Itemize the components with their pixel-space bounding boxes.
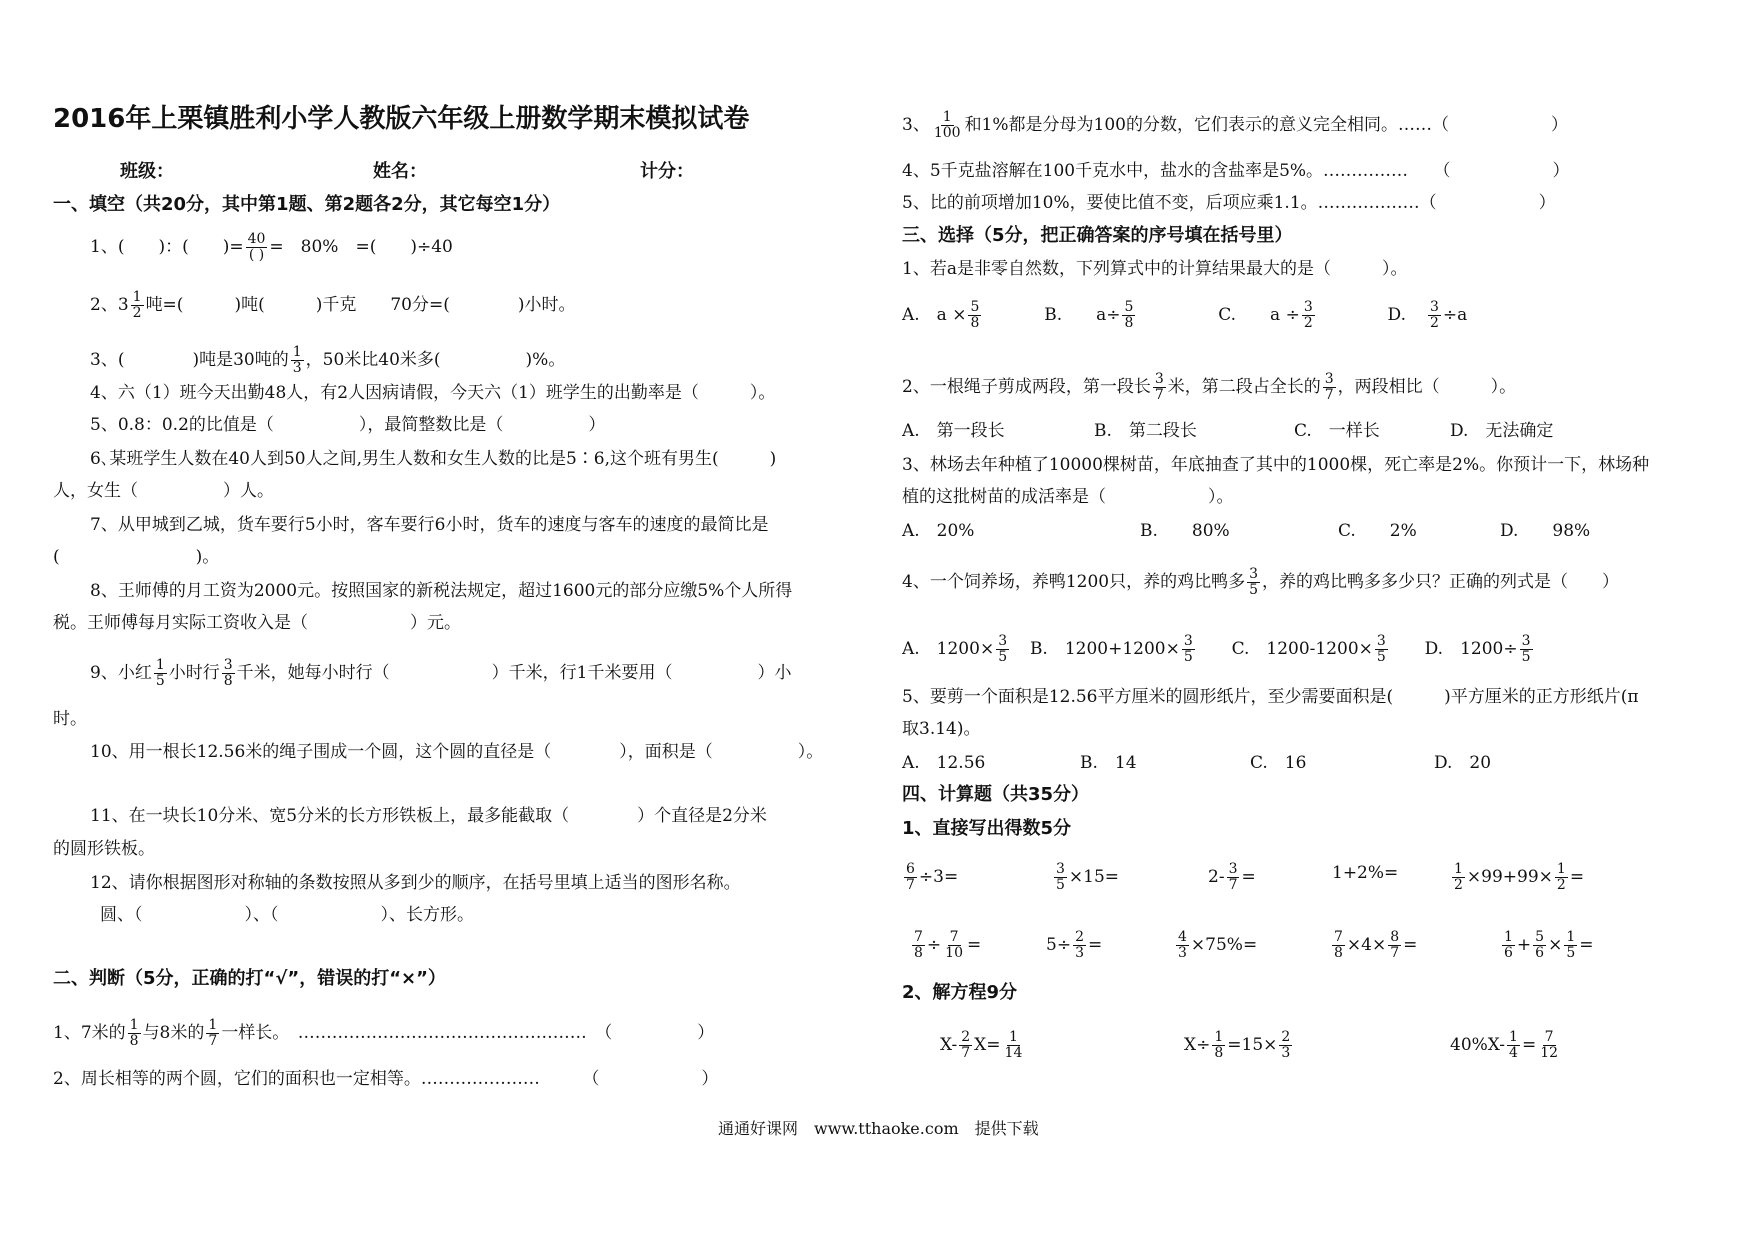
class-label: 班级： <box>120 161 174 182</box>
fraction: $\frac{3}{2}$ <box>1429 299 1439 331</box>
s3-q5-opt-a: A. 12.56 <box>902 753 986 773</box>
s1-q7b: ( )。 <box>53 547 220 567</box>
s3-q5a: 5、要剪一个面积是12.56平方厘米的圆形纸片，至少需要面积是( )平方厘米的正方形纸片(π <box>902 687 1639 707</box>
s3-q2-opt-d: D. 无法确定 <box>1450 421 1554 441</box>
s2-q1: 1、7米的 $\frac{1}{8}$ 与8米的 $\frac{1}{7}$ 一样长。 …………………………………………… （ ） <box>53 1017 715 1049</box>
s4-r2-e3: $\frac{4}{3}$ ×75%= <box>1178 929 1258 961</box>
fraction: $\frac{3}{5}$ <box>1183 633 1193 665</box>
s1-q6b: 人，女生（ ）人。 <box>53 481 274 501</box>
s1-q8a: 8、王师傅的月工资为2000元。按照国家的新税法规定，超过1600元的部分应缴5%个人所得 <box>90 581 793 601</box>
fraction: $\frac{3}{5}$ <box>998 633 1008 665</box>
fraction: $\frac{1}{100}$ <box>933 109 961 141</box>
s4-eq1: X- $\frac{2}{7}$ X= $\frac{1}{14}$ <box>940 1029 1023 1061</box>
s3-q3-opt-c: C. 2% <box>1338 521 1417 541</box>
s3-q2-opt-a: A. 第一段长 <box>902 421 1005 441</box>
s4-r1-e3: 2- $\frac{3}{7}$ = <box>1208 861 1256 893</box>
s1-q5: 5、0.8：0.2的比值是（ ），最简整数比是（ ） <box>90 415 606 435</box>
s3-q2: 2、一根绳子剪成两段，第一段长 $\frac{3}{7}$ 米，第二段占全长的 $\frac{3}{7}$ ，两段相比（ ）。 <box>902 371 1517 403</box>
fraction: $\frac{3}{2}$ <box>1303 299 1313 331</box>
s1-q7a: 7、从甲城到乙城，货车要行5小时，客车要行6小时，货车的速度与客车的速度的最简比是 <box>90 515 769 535</box>
section-1-header: 一、填空（共20分，其中第1题、第2题各2分，其它每空1分） <box>53 194 561 215</box>
s3-q4-options: A. 1200× $\frac{3}{5}$ B. 1200+1200× $\frac{3}{5}$ C. 1200-1200× $\frac{3}{5}$ D. 1200÷ $\frac{3}{5}$ <box>902 633 1531 665</box>
s4-r2-e1: $\frac{7}{8}$ ÷ $\frac{7}{10}$ = <box>914 929 982 961</box>
section-2-header: 二、判断（5分，正确的打“√”，错误的打“×”） <box>53 968 446 989</box>
fraction: $\frac{1}{3}$ <box>292 344 302 376</box>
s1-q3: 3、( )吨是30吨的 $\frac{1}{3}$ ，50米比40米多( )%。 <box>90 344 566 376</box>
s1-q12b: 圆、（ ）、（ ）、长方形。 <box>100 905 474 925</box>
s3-q5-opt-c: C. 16 <box>1250 753 1307 773</box>
s1-q2: 2、3 $\frac{1}{2}$ 吨=( )吨( )千克 70分=( )小时。 <box>90 289 576 321</box>
s4-r1-e5: $\frac{1}{2}$ ×99+99× $\frac{1}{2}$ = <box>1454 861 1585 893</box>
s1-q9: 9、小红 $\frac{1}{5}$ 小时行 $\frac{3}{8}$ 千米，她每小时行（ ）千米，行1千米要用（ ）小 <box>90 657 792 689</box>
s4-sub1: 1、直接写出得数5分 <box>902 818 1072 839</box>
s3-q3-opt-a: A. 20% <box>902 521 975 541</box>
s3-q2-opt-c: C. 一样长 <box>1294 421 1380 441</box>
s3-q5-opt-d: D. 20 <box>1434 753 1492 773</box>
fraction: $\frac{3}{5}$ <box>1376 633 1386 665</box>
s3-q3-opt-d: D. 98% <box>1500 521 1591 541</box>
fraction: $\frac{3}{5}$ <box>1521 633 1531 665</box>
s3-q2-opt-b: B. 第二段长 <box>1094 421 1197 441</box>
s4-r2-e5: $\frac{1}{6}$ + $\frac{5}{6}$ × $\frac{1}{5}$ = <box>1504 929 1594 961</box>
s1-q10: 10、用一根长12.56米的绳子围成一个圆，这个圆的直径是（ ），面积是（ ）。 <box>90 742 824 762</box>
s3-q4: 4、一个饲养场，养鸭1200只，养的鸡比鸭多 $\frac{3}{5}$ ，养的鸡比鸭多多少只？正确的列式是（ ） <box>902 566 1620 598</box>
s4-sub2: 2、解方程9分 <box>902 982 1018 1003</box>
page-title: 2016年上栗镇胜利小学人教版六年级上册数学期末模拟试卷 <box>53 104 750 134</box>
s4-eq3: 40%X- $\frac{1}{4}$ = $\frac{7}{12}$ <box>1450 1029 1559 1061</box>
section-3-header: 三、选择（5分，把正确答案的序号填在括号里） <box>902 225 1293 246</box>
s1-q11a: 11、在一块长10分米、宽5分米的长方形铁板上，最多能截取（ ）个直径是2分米 <box>90 806 767 826</box>
s1-q12a: 12、请你根据图形对称轴的条数按照从多到少的顺序，在括号里填上适当的图形名称。 <box>90 873 741 893</box>
score-label: 计分： <box>640 161 694 182</box>
s4-r2-e4: $\frac{7}{8}$ ×4× $\frac{8}{7}$ = <box>1334 929 1418 961</box>
fraction: $\frac{1}{7}$ <box>208 1017 218 1049</box>
s1-q11b: 的圆形铁板。 <box>53 839 155 859</box>
s1-q4: 4、六（1）班今天出勤48人，有2人因病请假，今天六（1）班学生的出勤率是（ ）。 <box>90 383 776 403</box>
s1-q1: 1、( )：( )= $\frac{40}{( )}$ = 80% =( )÷40 <box>90 231 453 263</box>
s4-r1-e4: 1+2%= <box>1332 863 1399 883</box>
s3-q3b: 植的这批树苗的成活率是（ ）。 <box>902 487 1234 507</box>
fraction: $\frac{3}{7}$ <box>1154 371 1164 403</box>
fraction: $\frac{3}{7}$ <box>1324 371 1334 403</box>
fraction: $\frac{1}{8}$ <box>129 1017 139 1049</box>
s3-q1: 1、若a是非零自然数，下列算式中的计算结果最大的是（ ）。 <box>902 259 1408 279</box>
s2-q5: 5、比的前项增加10%，要使比值不变，后项应乘1.1。………………（ ） <box>902 193 1556 213</box>
s3-q3-opt-b: B. 80% <box>1140 521 1230 541</box>
section-4-header: 四、计算题（共35分） <box>902 784 1090 805</box>
s4-eq2: X÷ $\frac{1}{8}$ =15× $\frac{2}{3}$ <box>1184 1029 1291 1061</box>
fraction: $\frac{3}{5}$ <box>1249 566 1259 598</box>
fraction: $\frac{1}{2}$ <box>132 289 142 321</box>
s4-r1-e2: $\frac{3}{5}$ ×15= <box>1056 861 1120 893</box>
s3-q1-options: A. a × $\frac{5}{8}$ B. a÷ $\frac{5}{8}$ C. a ÷ $\frac{3}{2}$ D. $\frac{3}{2}$ ÷a <box>902 299 1468 331</box>
s4-r2-e2: 5÷ $\frac{2}{3}$ = <box>1046 929 1103 961</box>
s1-q9b: 时。 <box>53 709 87 729</box>
fraction: $\frac{3}{8}$ <box>223 657 233 689</box>
s2-q3: 3、 $\frac{1}{100}$ 和1%都是分母为100的分数，它们表示的意义完全相同。……（ ） <box>902 109 1568 141</box>
s4-r1-e1: $\frac{6}{7}$ ÷3= <box>906 861 959 893</box>
s2-q2: 2、周长相等的两个圆，它们的面积也一定相等。………………… （ ） <box>53 1069 719 1089</box>
s3-q3a: 3、林场去年种植了10000棵树苗，年底抽查了其中的1000棵，死亡率是2%。你预计一下，林场种 <box>902 455 1650 475</box>
name-label: 姓名： <box>373 161 427 182</box>
footer-text: 通通好课网 www.tthaoke.com 提供下载 <box>718 1119 1039 1138</box>
fraction: $\frac{1}{5}$ <box>155 657 165 689</box>
fraction: $\frac{40}{( )}$ <box>247 231 266 263</box>
fraction: $\frac{5}{8}$ <box>970 299 980 331</box>
s1-q8b: 税。王师傅每月实际工资收入是（ ）元。 <box>53 613 461 633</box>
s1-q6a: 6､某班学生人数在40人到50人之间,男生人数和女生人数的比是5∶6,这个班有男生( ) <box>90 449 777 469</box>
s3-q5b: 取3.14)。 <box>902 719 981 739</box>
s3-q5-opt-b: B. 14 <box>1080 753 1137 773</box>
fraction: $\frac{5}{8}$ <box>1124 299 1134 331</box>
s2-q4: 4、5千克盐溶解在100千克水中，盐水的含盐率是5%。…………… （ ） <box>902 161 1570 181</box>
